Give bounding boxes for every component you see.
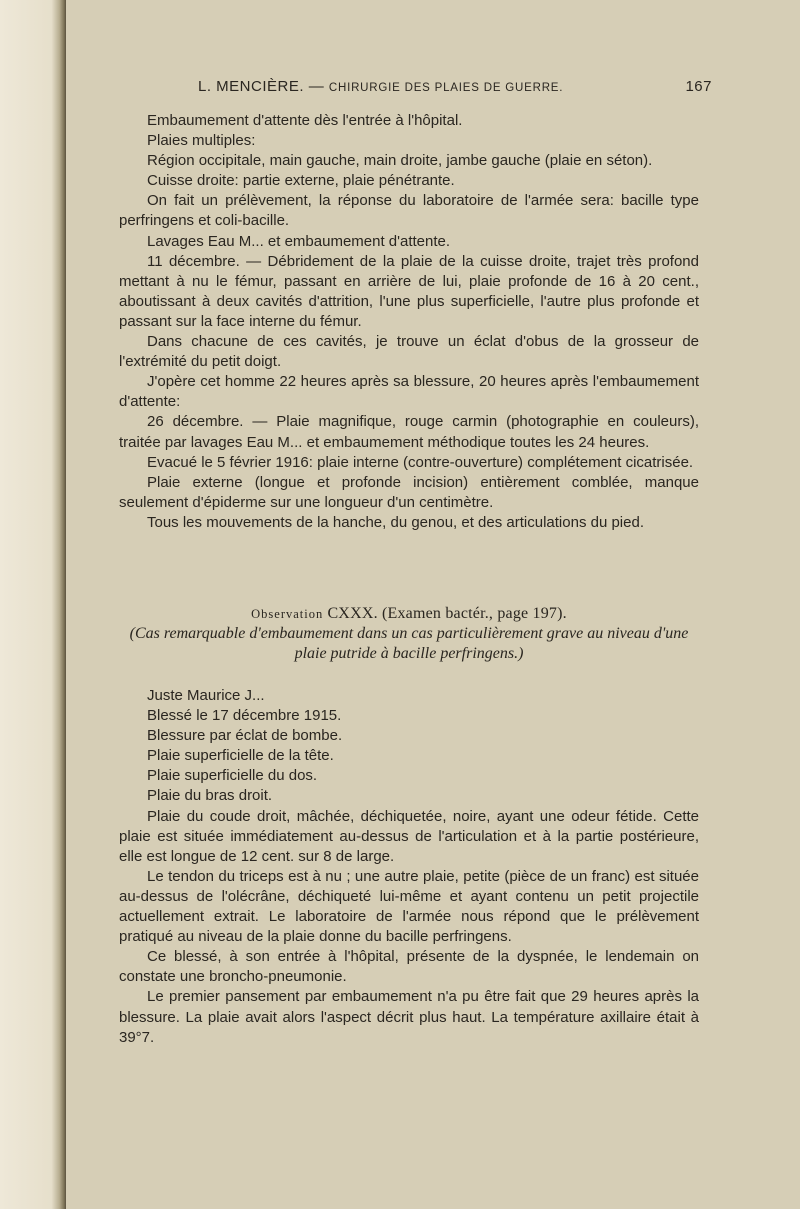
paragraph: Plaie du bras droit. (147, 787, 273, 805)
paragraph: Plaie du coude droit, mâchée, déchiquetée, noire, ayant une odeur fétide. Cette plaie est située immédiatement au-dessus de l'articulation et à la partie postérieure, elle est longue de 12 cent. sur 8 de large. (119, 807, 699, 865)
paragraph: Blessé le 17 décembre 1915. (147, 707, 342, 725)
header-title (198, 78, 563, 95)
paragraph: Plaies multiples: (147, 132, 256, 150)
running-header (198, 78, 712, 102)
observation-ref: (Examen bactér., page 197). (381, 605, 567, 622)
text-block-bottom (119, 686, 699, 1048)
paragraph: Cuisse droite: partie externe, plaie pénétrante. (147, 172, 455, 190)
paragraph: Blessure par éclat de bombe. (147, 727, 343, 745)
paragraph: Ce blessé, à son entrée à l'hôpital, présente de la dyspnée, le lendemain on constate une broncho-pneumonie. (119, 948, 699, 986)
observation-title-line (119, 604, 699, 624)
text-block-top (119, 111, 699, 533)
header-author: L. MENCIÈRE. (198, 78, 305, 95)
paragraph: Le premier pansement par embaumement n'a pu être fait que 29 heures après la blessure. La plaie avait alors l'aspect décrit plus haut. La température axillaire était à 39°7. (119, 988, 699, 1046)
paragraph: Evacué le 5 février 1916: plaie interne (contre-ouverture) complétement cicatrisée. (147, 453, 694, 471)
page-gutter (0, 0, 66, 1209)
paragraph: Région occipitale, main gauche, main droite, jambe gauche (plaie en séton). (147, 152, 653, 170)
paragraph: Plaie superficielle du dos. (147, 767, 318, 785)
paragraph: Plaie externe (longue et profonde incision) entièrement comblée, manque seulement d'épiderme sur une longueur d'un centimètre. (119, 473, 699, 511)
header-running-title: CHIRURGIE DES PLAIES DE GUERRE. (328, 82, 564, 94)
header-dash: — (308, 78, 325, 95)
paragraph: J'opère cet homme 22 heures après sa blessure, 20 heures après l'embaumement d'attente: (119, 373, 699, 411)
observation-number: CXXX. (327, 605, 378, 622)
paragraph: Tous les mouvements de la hanche, du genou, et des articulations du pied. (147, 513, 644, 531)
paragraph: 26 décembre. — Plaie magnifique, rouge carmin (photographie en couleurs), traitée par lavages Eau M... et embaumement méthodique toutes les 24 heures. (119, 413, 699, 451)
page-number: 167 (685, 78, 712, 95)
paragraph: Juste Maurice J... (147, 687, 265, 704)
paragraph: On fait un prélèvement, la réponse du laboratoire de l'armée sera: bacille type perfringens et coli-bacille. (119, 192, 699, 230)
paragraph: Plaie superficielle de la tête. (147, 747, 334, 765)
paragraph: Embaumement d'attente dès l'entrée à l'hôpital. (147, 112, 463, 129)
paragraph: Lavages Eau M... et embaumement d'attente. (147, 232, 451, 250)
paragraph: Dans chacune de ces cavités, je trouve un éclat d'obus de la grosseur de l'extrémité du petit doigt. (119, 333, 699, 371)
observation-subtitle: (Cas remarquable d'embaumement dans un cas particulièrement grave au niveau d'une plaie putride à bacille perfringens.) (129, 625, 689, 662)
paragraph: 11 décembre. — Débridement de la plaie de la cuisse droite, trajet très profond mettant à nu le fémur, passant en arrière de lui, plaie profonde de 16 à 20 cent., aboutissant à deux cavités d'attrition, l'une plus superficielle, l'autre plus profonde et passant sur la face interne du fémur. (119, 252, 699, 330)
paragraph: Le tendon du triceps est à nu ; une autre plaie, petite (pièce de un franc) est située au-dessus de l'olécrâne, déchiqueté lui-même et ayant contenu un petit projectile actuellement extrait. Le laboratoire de l'armée nous répond que le prélèvement pratiqué au niveau de la plaie donne du bacille perfringens. (119, 867, 699, 946)
observation-label: Observation (251, 607, 324, 621)
observation-heading (119, 604, 699, 664)
